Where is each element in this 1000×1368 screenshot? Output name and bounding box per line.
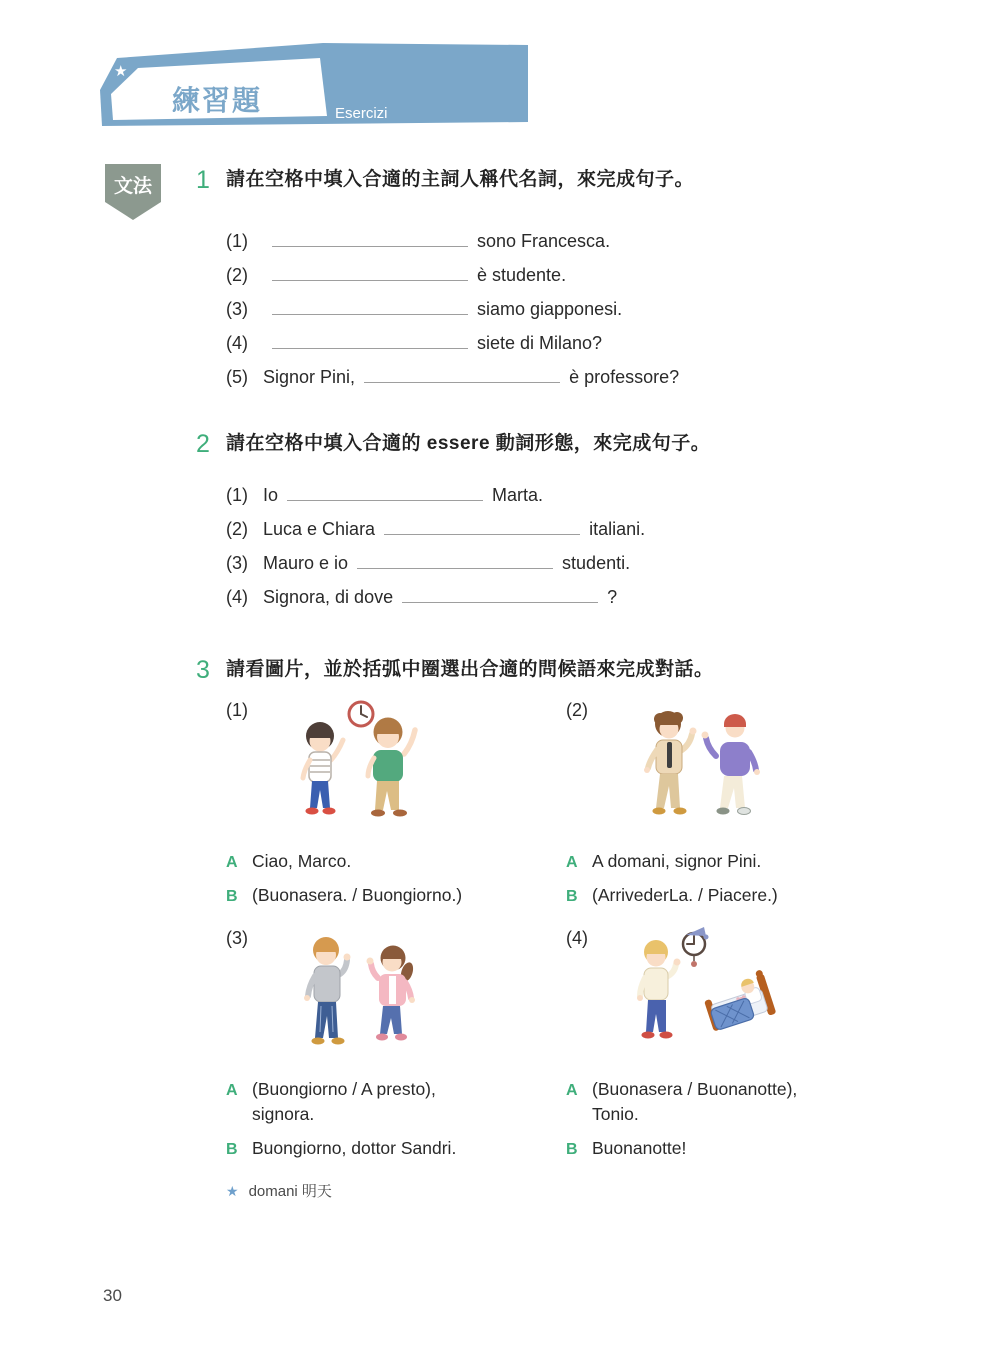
- speaker-a-label: A: [566, 1082, 578, 1099]
- speaker-a-label: A: [566, 854, 578, 871]
- speaker-a-label: A: [226, 854, 238, 871]
- item-post-text: ?: [607, 587, 618, 607]
- item-pre-text: Signor Pini,: [263, 367, 356, 387]
- banner-subtitle: Esercizi: [335, 105, 388, 122]
- item-post-text: sono Francesca.: [477, 231, 611, 251]
- illustration-man-woman-greeting: [276, 926, 446, 1066]
- blank-line: [287, 482, 483, 501]
- exercise-2: [196, 430, 896, 618]
- exercise-1: [196, 166, 896, 398]
- fill-blank-item: [226, 364, 896, 392]
- blank-line: [357, 550, 553, 569]
- speaker-b-line: (ArrivederLa. / Piacere.): [592, 885, 778, 905]
- dialogue-2: [566, 698, 926, 908]
- item-number: (4): [226, 333, 248, 353]
- fill-blank-item: [226, 330, 896, 358]
- illustration-suit-man-student-goodbye: [616, 698, 786, 838]
- speaker-a-label: A: [226, 1082, 238, 1099]
- item-post-text: studenti.: [562, 553, 631, 573]
- illustration-goodnight-child-in-bed: [616, 926, 786, 1066]
- blank-line: [384, 516, 580, 535]
- item-number: (2): [566, 700, 588, 720]
- fill-blank-item: [226, 296, 896, 324]
- item-pre-text: Io: [263, 485, 279, 505]
- item-post-text: è studente.: [477, 265, 567, 285]
- item-number: (4): [226, 587, 248, 607]
- exercise-2-title: 請在空格中填入合適的 essere 動詞形態，來完成句子。: [226, 433, 711, 454]
- item-number: (2): [226, 265, 248, 285]
- dialogue-1: [226, 698, 566, 908]
- speaker-b-label: B: [566, 888, 578, 905]
- speaker-a-line: A domani, signor Pini.: [592, 851, 762, 871]
- exercise-1-items: [226, 228, 896, 392]
- page-number: 30: [103, 1286, 122, 1305]
- star-icon: ★: [226, 1183, 239, 1199]
- blank-line: [272, 296, 468, 315]
- grammar-badge: [104, 164, 162, 224]
- item-number: (3): [226, 928, 248, 948]
- item-post-text: italiani.: [589, 519, 646, 539]
- item-post-text: è professore?: [569, 367, 680, 387]
- speaker-a-line: Ciao, Marco.: [252, 851, 352, 871]
- fill-blank-item: [226, 516, 896, 544]
- dialogue-4: [566, 926, 926, 1161]
- vocabulary-footnote: [226, 1180, 332, 1201]
- item-number: (2): [226, 519, 248, 539]
- item-post-text: siete di Milano?: [477, 333, 603, 353]
- blank-line: [272, 228, 468, 247]
- fill-blank-item: [226, 262, 896, 290]
- item-number: (1): [226, 231, 248, 251]
- item-number: (5): [226, 367, 248, 387]
- clock-icon: [349, 702, 373, 726]
- speaker-a-line: (Buongiorno / A presto), signora.: [252, 1079, 436, 1124]
- illustration-two-women-waving-clock: [276, 698, 446, 838]
- fill-blank-item: [226, 584, 896, 612]
- footnote-text: domani 明天: [248, 1183, 332, 1200]
- night-clock-icon: [683, 927, 709, 967]
- blank-line: [364, 364, 560, 383]
- item-pre-text: Mauro e io: [263, 553, 349, 573]
- item-number: (3): [226, 553, 248, 573]
- dialogue-grid: [226, 698, 896, 1161]
- speaker-b-line: (Buonasera. / Buongiorno.): [252, 885, 463, 905]
- speaker-b-label: B: [566, 1141, 578, 1158]
- speaker-b-line: Buongiorno, dottor Sandri.: [252, 1138, 457, 1158]
- bed: [700, 969, 776, 1033]
- blank-line: [272, 262, 468, 281]
- exercise-1-number: 1: [196, 166, 210, 194]
- item-number: (3): [226, 299, 248, 319]
- item-pre-text: Signora, di dove: [263, 587, 394, 607]
- banner-title: 練習題: [171, 85, 263, 116]
- speaker-b-line: Buonanotte!: [592, 1138, 687, 1158]
- star-icon: ★: [114, 63, 128, 80]
- fill-blank-item: [226, 228, 896, 256]
- exercise-2-number: 2: [196, 430, 210, 458]
- blank-line: [402, 584, 598, 603]
- speaker-b-label: B: [226, 888, 238, 905]
- speaker-a-line: (Buonasera / Buonanotte), Tonio.: [592, 1079, 798, 1124]
- item-number: (1): [226, 485, 248, 505]
- fill-blank-item: [226, 550, 896, 578]
- exercise-3-number: 3: [196, 656, 210, 684]
- badge-label: 文法: [113, 176, 153, 197]
- item-number: (1): [226, 700, 248, 720]
- exercise-3: [196, 656, 896, 1161]
- blank-line: [272, 330, 468, 349]
- item-post-text: Marta.: [492, 485, 544, 505]
- item-number: (4): [566, 928, 588, 948]
- fill-blank-item: [226, 482, 896, 510]
- item-pre-text: Luca e Chiara: [263, 519, 376, 539]
- exercise-1-title: 請在空格中填入合適的主詞人稱代名詞，來完成句子。: [226, 169, 695, 190]
- item-post-text: siamo giapponesi.: [477, 299, 623, 319]
- exercise-2-items: [226, 482, 896, 612]
- exercises-banner: [98, 40, 528, 130]
- exercise-3-title: 請看圖片，並於括弧中圈選出合適的問候語來完成對話。: [226, 659, 714, 680]
- speaker-b-label: B: [226, 1141, 238, 1158]
- dialogue-3: [226, 926, 566, 1161]
